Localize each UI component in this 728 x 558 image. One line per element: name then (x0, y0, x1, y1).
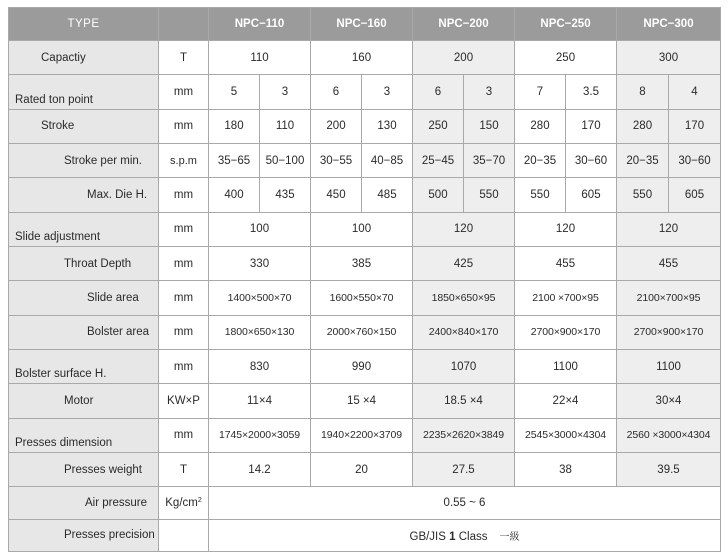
cell-value: 200 (311, 109, 362, 143)
row-presses-precision (9, 519, 721, 551)
cell-value: 455 (515, 246, 617, 280)
cell-value: 3 (464, 75, 515, 109)
cell-value: 200 (413, 41, 515, 75)
row-unit: T (159, 41, 209, 75)
row-label: Presses weight (9, 452, 159, 486)
cell-value: 605 (669, 178, 721, 212)
cell-value: 1600×550×70 (311, 281, 413, 315)
cell-value: 550 (464, 178, 515, 212)
precision-standard: GB/JIS (409, 530, 450, 543)
row-presses-weight (9, 452, 721, 486)
model-header-npc300: NPC−300 (617, 8, 721, 41)
cell-value: 1745×2000×3059 (209, 418, 311, 452)
cell-value: 250 (515, 41, 617, 75)
cell-value: 25−45 (413, 143, 464, 177)
row-slide-area (9, 281, 721, 315)
cell-value: 0.55 ~ 6 (209, 487, 721, 519)
cell-value: 2700×900×170 (617, 315, 721, 349)
cell-value: 2100 ×700×95 (515, 281, 617, 315)
cell-value: 110 (260, 109, 311, 143)
cell-value: 100 (209, 212, 311, 246)
cell-value: 18.5 ×4 (413, 384, 515, 418)
cell-value: 100 (311, 212, 413, 246)
row-capacity (9, 41, 721, 75)
row-label: Stroke per min. (9, 143, 159, 177)
cell-value: 120 (617, 212, 721, 246)
cell-value: 20−35 (617, 143, 669, 177)
row-unit: mm (159, 418, 209, 452)
cell-value: 1850×650×95 (413, 281, 515, 315)
cell-value: 15 ×4 (311, 384, 413, 418)
cell-value: 3 (260, 75, 311, 109)
row-label: Presses precision (9, 519, 159, 551)
row-slide-adjustment (9, 212, 721, 246)
row-rated-ton-point (9, 75, 721, 109)
cell-value: 170 (669, 109, 721, 143)
cell-value: 170 (566, 109, 617, 143)
cell-value: 180 (209, 109, 260, 143)
cell-value: 39.5 (617, 452, 721, 486)
cell-value: 550 (515, 178, 566, 212)
cell-value: 450 (311, 178, 362, 212)
cell-value: 1100 (515, 349, 617, 383)
row-label: Rated ton point (9, 75, 159, 109)
cell-value: 250 (413, 109, 464, 143)
row-unit (159, 519, 209, 551)
row-label: Slide area (9, 281, 159, 315)
row-unit: mm (159, 281, 209, 315)
row-stroke-per-min (9, 143, 721, 177)
cell-value: 500 (413, 178, 464, 212)
cell-value: 425 (413, 246, 515, 280)
cell-value: 3.5 (566, 75, 617, 109)
cell-value: 280 (617, 109, 669, 143)
row-label: Capactiy (9, 41, 159, 75)
row-label: Throat Depth (9, 246, 159, 280)
row-label: Motor (9, 384, 159, 418)
cell-value: 40−85 (362, 143, 413, 177)
cell-value: 160 (311, 41, 413, 75)
cell-value: 1100 (617, 349, 721, 383)
type-header: TYPE (9, 8, 159, 41)
cell-value: 605 (566, 178, 617, 212)
row-bolster-surface-h (9, 349, 721, 383)
cell-value: 30−60 (566, 143, 617, 177)
cell-value: 435 (260, 178, 311, 212)
cell-value (209, 519, 721, 551)
row-unit: mm (159, 246, 209, 280)
cell-value: 27.5 (413, 452, 515, 486)
cell-value: 22×4 (515, 384, 617, 418)
cell-value: 2545×3000×4304 (515, 418, 617, 452)
row-unit: KW×P (159, 384, 209, 418)
cell-value: 50−100 (260, 143, 311, 177)
cell-value: 2000×760×150 (311, 315, 413, 349)
row-unit (159, 487, 209, 519)
cell-value: 2100×700×95 (617, 281, 721, 315)
cell-value: 300 (617, 41, 721, 75)
cell-value: 5 (209, 75, 260, 109)
cell-value: 20 (311, 452, 413, 486)
row-unit: mm (159, 212, 209, 246)
cell-value: 38 (515, 452, 617, 486)
cell-value: 4 (669, 75, 721, 109)
row-max-die-h (9, 178, 721, 212)
cell-value: 110 (209, 41, 311, 75)
row-presses-dimension (9, 418, 721, 452)
row-label: Stroke (9, 109, 159, 143)
cell-value: 30×4 (617, 384, 721, 418)
cell-value: 485 (362, 178, 413, 212)
cell-value: 120 (413, 212, 515, 246)
row-unit: s.p.m (159, 143, 209, 177)
precision-cjk-note: 一級 (499, 531, 520, 543)
unit-header (159, 8, 209, 41)
row-throat-depth (9, 246, 721, 280)
cell-value: 3 (362, 75, 413, 109)
row-unit: mm (159, 349, 209, 383)
cell-value: 8 (617, 75, 669, 109)
cell-value: 30−55 (311, 143, 362, 177)
model-header-npc160: NPC−160 (311, 8, 413, 41)
model-header-npc110: NPC−110 (209, 8, 311, 41)
cell-value: 35−65 (209, 143, 260, 177)
cell-value: 1400×500×70 (209, 281, 311, 315)
row-bolster-area (9, 315, 721, 349)
cell-value: 20−35 (515, 143, 566, 177)
cell-value: 14.2 (209, 452, 311, 486)
row-unit: mm (159, 109, 209, 143)
cell-value: 1940×2200×3709 (311, 418, 413, 452)
cell-value: 1800×650×130 (209, 315, 311, 349)
header-row (9, 8, 721, 41)
cell-value: 30−60 (669, 143, 721, 177)
cell-value: 150 (464, 109, 515, 143)
row-label: Bolster surface H. (9, 349, 159, 383)
cell-value: 130 (362, 109, 413, 143)
cell-value: 455 (617, 246, 721, 280)
precision-class-word: Class (455, 530, 488, 543)
cell-value: 550 (617, 178, 669, 212)
cell-value: 2400×840×170 (413, 315, 515, 349)
row-unit: mm (159, 178, 209, 212)
cell-value: 400 (209, 178, 260, 212)
row-unit: T (159, 452, 209, 486)
model-header-npc200: NPC−200 (413, 8, 515, 41)
row-unit: mm (159, 75, 209, 109)
cell-value: 385 (311, 246, 413, 280)
cell-value: 11×4 (209, 384, 311, 418)
cell-value: 1070 (413, 349, 515, 383)
model-header-npc250: NPC−250 (515, 8, 617, 41)
row-label: Presses dimension (9, 418, 159, 452)
row-label: Bolster area (9, 315, 159, 349)
unit-text: Kg/cm (165, 496, 198, 509)
row-motor (9, 384, 721, 418)
row-stroke (9, 109, 721, 143)
row-label: Max. Die H. (9, 178, 159, 212)
cell-value: 330 (209, 246, 311, 280)
cell-value: 280 (515, 109, 566, 143)
unit-superscript: 2 (197, 496, 202, 504)
cell-value: 990 (311, 349, 413, 383)
precision-class-number: 1 (449, 530, 456, 543)
cell-value: 2235×2620×3849 (413, 418, 515, 452)
cell-value: 7 (515, 75, 566, 109)
row-label: Air pressure (9, 487, 159, 519)
cell-value: 120 (515, 212, 617, 246)
cell-value: 2560 ×3000×4304 (617, 418, 721, 452)
spec-table (8, 7, 721, 552)
cell-value: 2700×900×170 (515, 315, 617, 349)
row-label: Slide adjustment (9, 212, 159, 246)
row-unit: mm (159, 315, 209, 349)
cell-value: 830 (209, 349, 311, 383)
cell-value: 6 (413, 75, 464, 109)
row-air-pressure (9, 487, 721, 519)
cell-value: 6 (311, 75, 362, 109)
cell-value: 35−70 (464, 143, 515, 177)
